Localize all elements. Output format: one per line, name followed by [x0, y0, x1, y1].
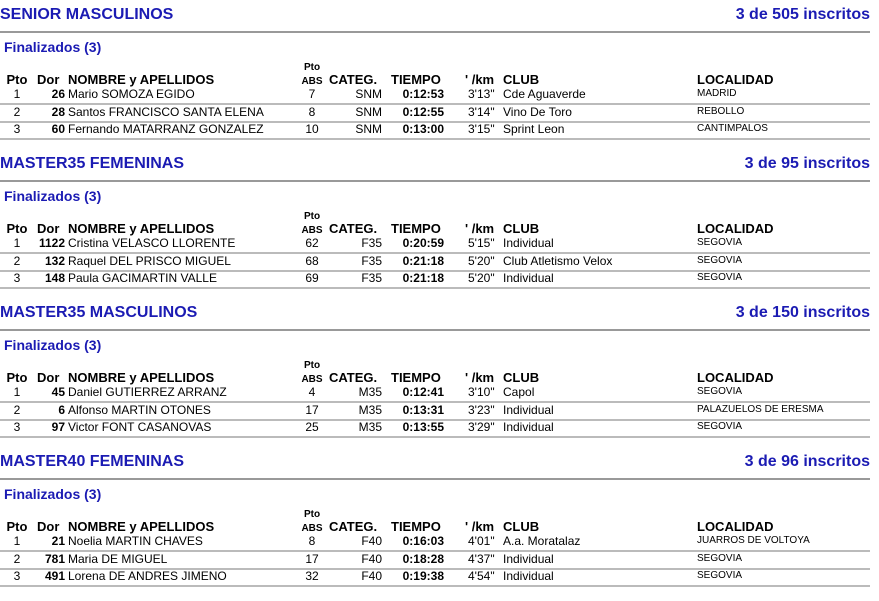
- finish-time: 0:19:38: [402, 569, 444, 583]
- category-section: [0, 453, 870, 601]
- header-tiempo: TIEMPO: [391, 72, 441, 87]
- bib-number: 97: [51, 420, 65, 434]
- category: M35: [358, 385, 382, 399]
- locality: JUARROS DE VOLTOYA: [697, 535, 810, 546]
- table-row: [0, 551, 870, 570]
- header-localidad: LOCALIDAD: [697, 370, 774, 385]
- locality: PALAZUELOS DE ERESMA: [697, 403, 824, 415]
- bib-number: 60: [51, 122, 65, 136]
- category: M35: [358, 420, 382, 434]
- header-abs-top: Pto: [303, 62, 321, 73]
- overall-position: 17: [305, 551, 319, 566]
- header-abs: ABS: [301, 76, 323, 87]
- table-row: [0, 104, 870, 123]
- runner-name: Mario SOMOZA EGIDO: [68, 87, 195, 101]
- locality: CANTIMPALOS: [697, 123, 768, 134]
- club: Individual: [503, 236, 554, 250]
- table-header: [0, 59, 870, 87]
- locality: SEGOVIA: [697, 552, 743, 564]
- finished-label: Finalizados (3): [4, 39, 102, 55]
- finish-time: 0:12:41: [402, 385, 444, 399]
- pace: 4'37": [468, 551, 495, 566]
- category-section: [0, 6, 870, 154]
- overall-position: 4: [308, 385, 316, 399]
- header-dor: Dor: [37, 370, 60, 385]
- bib-number: 45: [51, 385, 65, 399]
- header-categ: CATEG.: [329, 519, 378, 534]
- runner-name: Noelia MARTIN CHAVES: [68, 534, 203, 548]
- overall-position: 7: [308, 87, 316, 101]
- bib-number: 148: [44, 271, 65, 285]
- finish-time: 0:13:55: [402, 420, 444, 434]
- header-pto: Pto: [6, 370, 28, 385]
- position: 1: [13, 236, 21, 250]
- runner-name: Alfonso MARTIN OTONES: [68, 402, 211, 417]
- locality: SEGOVIA: [697, 254, 743, 266]
- header-dor: Dor: [37, 221, 60, 236]
- header-abs: ABS: [301, 374, 323, 385]
- finish-time: 0:16:03: [402, 534, 444, 548]
- table-row: [0, 253, 870, 272]
- header-tiempo: TIEMPO: [391, 519, 441, 534]
- header-abs-top: Pto: [303, 211, 321, 222]
- position: 2: [13, 402, 21, 417]
- club: Individual: [503, 420, 554, 434]
- table-row: [0, 419, 870, 438]
- table-row: [0, 86, 870, 105]
- finish-time: 0:13:00: [402, 122, 444, 136]
- overall-position: 62: [305, 236, 319, 250]
- category: SNM: [355, 122, 382, 136]
- pace: 3'29": [468, 420, 495, 434]
- locality: MADRID: [697, 88, 737, 99]
- position: 1: [13, 385, 21, 399]
- registered-count: 3 de 95 inscritos: [744, 155, 870, 172]
- position: 2: [13, 551, 21, 566]
- table-header: [0, 357, 870, 385]
- club: Individual: [503, 271, 554, 285]
- registered-count: 3 de 96 inscritos: [744, 453, 870, 470]
- header-pto: Pto: [6, 221, 28, 236]
- header-tiempo: TIEMPO: [391, 370, 441, 385]
- overall-position: 8: [308, 534, 316, 548]
- club: Club Atletismo Velox: [503, 253, 613, 268]
- runner-name: Daniel GUTIERREZ ARRANZ: [68, 385, 227, 399]
- runner-name: Maria DE MIGUEL: [68, 551, 168, 566]
- table-row: [0, 533, 870, 552]
- finished-label: Finalizados (3): [4, 188, 102, 204]
- finish-time: 0:12:53: [402, 87, 444, 101]
- category: F40: [361, 569, 382, 583]
- category: F35: [361, 236, 382, 250]
- category: F40: [361, 534, 382, 548]
- table-header: [0, 208, 870, 236]
- position: 3: [13, 569, 21, 583]
- position: 1: [13, 534, 21, 548]
- pace: 3'23": [468, 402, 495, 417]
- category-title: MASTER35 MASCULINOS: [0, 304, 198, 321]
- position: 3: [13, 420, 21, 434]
- table-header: [0, 506, 870, 534]
- finished-label: Finalizados (3): [4, 337, 102, 353]
- registered-count: 3 de 150 inscritos: [735, 304, 870, 321]
- header-localidad: LOCALIDAD: [697, 221, 774, 236]
- header-name: NOMBRE y APELLIDOS: [68, 519, 215, 534]
- locality: SEGOVIA: [697, 272, 743, 283]
- overall-position: 69: [305, 271, 319, 285]
- club: Capol: [503, 385, 535, 399]
- category-section: [0, 304, 870, 452]
- category-title: MASTER40 FEMENINAS: [0, 453, 185, 470]
- pace: 5'20": [468, 271, 495, 285]
- header-categ: CATEG.: [329, 221, 378, 236]
- table-row: [0, 384, 870, 403]
- header-categ: CATEG.: [329, 72, 378, 87]
- category: SNM: [355, 87, 382, 101]
- finish-time: 0:18:28: [402, 551, 444, 566]
- overall-position: 32: [305, 569, 319, 583]
- header-name: NOMBRE y APELLIDOS: [68, 221, 215, 236]
- pace: 4'54": [468, 569, 495, 583]
- category: F35: [361, 253, 382, 268]
- header-pto: Pto: [6, 72, 28, 87]
- divider: [0, 180, 870, 182]
- position: 2: [13, 104, 21, 119]
- header-categ: CATEG.: [329, 370, 378, 385]
- club: Sprint Leon: [503, 122, 565, 136]
- locality: REBOLLO: [697, 105, 745, 117]
- header-km: ' /km: [465, 72, 495, 87]
- header-abs-top: Pto: [303, 360, 321, 371]
- header-club: CLUB: [503, 370, 540, 385]
- header-name: NOMBRE y APELLIDOS: [68, 370, 215, 385]
- header-tiempo: TIEMPO: [391, 221, 441, 236]
- bib-number: 6: [58, 402, 65, 417]
- category-title: SENIOR MASCULINOS: [0, 6, 174, 23]
- category-title: MASTER35 FEMENINAS: [0, 155, 185, 172]
- club: Vino De Toro: [503, 104, 572, 119]
- header-km: ' /km: [465, 370, 495, 385]
- overall-position: 8: [308, 104, 316, 119]
- position: 2: [13, 253, 21, 268]
- bib-number: 26: [51, 87, 65, 101]
- bib-number: 28: [51, 104, 65, 119]
- pace: 5'20": [468, 253, 495, 268]
- finish-time: 0:21:18: [402, 271, 444, 285]
- locality: SEGOVIA: [697, 421, 743, 432]
- table-row: [0, 568, 870, 587]
- header-dor: Dor: [37, 519, 60, 534]
- finish-time: 0:13:31: [402, 402, 444, 417]
- header-club: CLUB: [503, 72, 540, 87]
- divider: [0, 329, 870, 331]
- header-dor: Dor: [37, 72, 60, 87]
- club: Individual: [503, 569, 554, 583]
- pace: 5'15": [468, 236, 495, 250]
- table-row: [0, 270, 870, 289]
- header-localidad: LOCALIDAD: [697, 72, 774, 87]
- position: 3: [13, 122, 21, 136]
- locality: SEGOVIA: [697, 386, 743, 397]
- finish-time: 0:12:55: [402, 104, 444, 119]
- header-pto: Pto: [6, 519, 28, 534]
- table-row: [0, 121, 870, 140]
- club: Individual: [503, 551, 554, 566]
- header-km: ' /km: [465, 221, 495, 236]
- position: 1: [13, 87, 21, 101]
- position: 3: [13, 271, 21, 285]
- finished-label: Finalizados (3): [4, 486, 102, 502]
- bib-number: 21: [51, 534, 65, 548]
- overall-position: 25: [305, 420, 319, 434]
- locality: SEGOVIA: [697, 237, 743, 248]
- bib-number: 491: [44, 569, 65, 583]
- overall-position: 68: [305, 253, 319, 268]
- table-row: [0, 235, 870, 254]
- header-abs-top: Pto: [303, 509, 321, 520]
- category: SNM: [355, 104, 382, 119]
- header-localidad: LOCALIDAD: [697, 519, 774, 534]
- header-abs: ABS: [301, 523, 323, 534]
- bib-number: 781: [44, 551, 65, 566]
- table-row: [0, 402, 870, 421]
- pace: 3'10": [468, 385, 495, 399]
- runner-name: Fernando MATARRANZ GONZALEZ: [68, 122, 264, 136]
- pace: 3'15": [468, 122, 495, 136]
- club: A.a. Moratalaz: [503, 534, 581, 548]
- runner-name: Raquel DEL PRISCO MIGUEL: [68, 253, 231, 268]
- runner-name: Cristina VELASCO LLORENTE: [68, 236, 236, 250]
- category: F35: [361, 271, 382, 285]
- runner-name: Lorena DE ANDRES JIMENO: [68, 569, 227, 583]
- pace: 4'01": [468, 534, 495, 548]
- pace: 3'13": [468, 87, 495, 101]
- finish-time: 0:21:18: [402, 253, 444, 268]
- pace: 3'14": [468, 104, 495, 119]
- divider: [0, 31, 870, 33]
- runner-name: Santos FRANCISCO SANTA ELENA: [68, 104, 264, 119]
- runner-name: Victor FONT CASANOVAS: [68, 420, 212, 434]
- header-club: CLUB: [503, 221, 540, 236]
- overall-position: 10: [305, 122, 319, 136]
- header-abs: ABS: [301, 225, 323, 236]
- locality: SEGOVIA: [697, 570, 743, 581]
- bib-number: 1122: [38, 236, 65, 250]
- header-km: ' /km: [465, 519, 495, 534]
- club: Individual: [503, 402, 554, 417]
- bib-number: 132: [44, 253, 65, 268]
- header-name: NOMBRE y APELLIDOS: [68, 72, 215, 87]
- overall-position: 17: [305, 402, 319, 417]
- divider: [0, 478, 870, 480]
- category: M35: [358, 402, 382, 417]
- finish-time: 0:20:59: [402, 236, 444, 250]
- club: Cde Aguaverde: [503, 87, 586, 101]
- registered-count: 3 de 505 inscritos: [735, 6, 870, 23]
- runner-name: Paula GACIMARTIN VALLE: [68, 271, 217, 285]
- header-club: CLUB: [503, 519, 540, 534]
- category-section: [0, 155, 870, 303]
- category: F40: [361, 551, 382, 566]
